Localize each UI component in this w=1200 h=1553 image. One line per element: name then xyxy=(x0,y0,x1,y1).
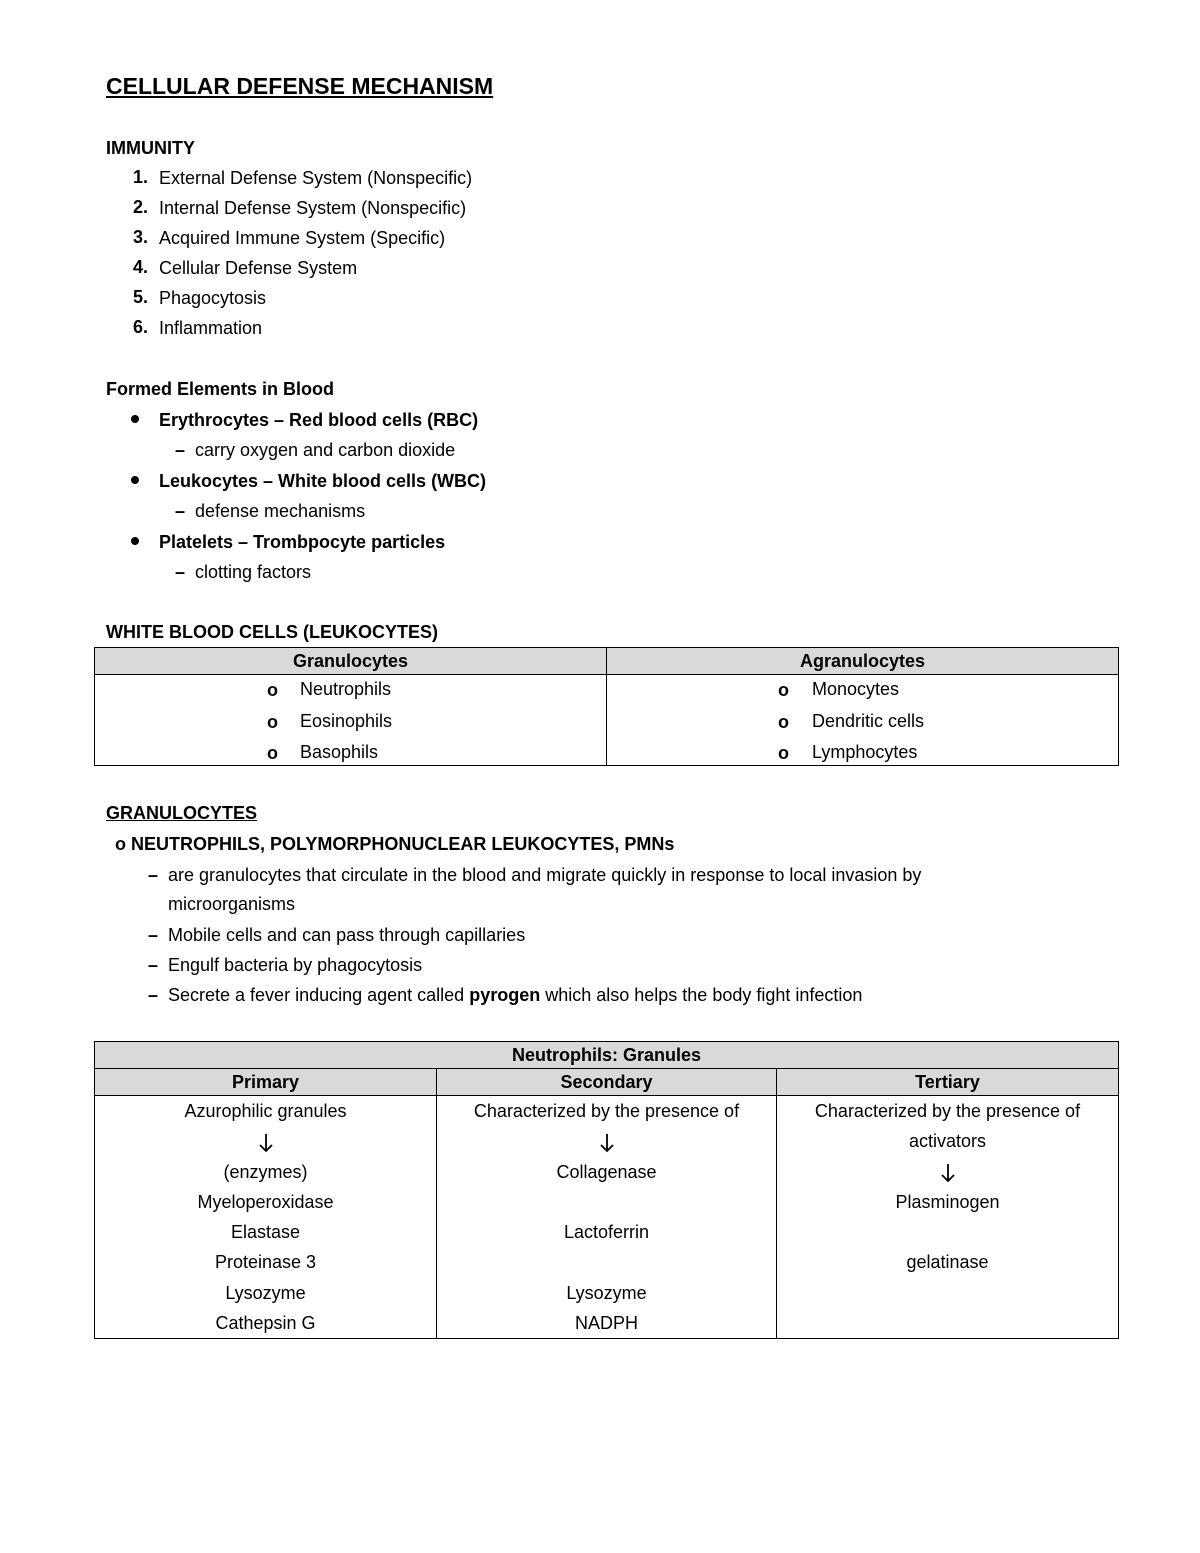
column-header-agranulocytes: Agranulocytes xyxy=(607,648,1119,675)
list-subitem: carry oxygen and carbon dioxide xyxy=(195,440,456,460)
list-item: Mobile cells and can pass through capillaries xyxy=(168,925,526,945)
empty-line xyxy=(777,1308,1118,1338)
cell-line: Collagenase xyxy=(556,1161,657,1182)
cell-line: Lactoferrin xyxy=(563,1222,650,1243)
list-subitem: clotting factors xyxy=(195,562,312,582)
agranulocytes-cell xyxy=(607,675,1119,766)
list-item: Monocytes xyxy=(812,679,900,699)
list-item: Internal Defense System (Nonspecific) xyxy=(159,198,467,218)
o-bullet-icon: o xyxy=(778,680,789,700)
list-item: Neutrophils xyxy=(300,679,392,699)
formed-elements-heading: Formed Elements in Blood xyxy=(106,379,335,399)
empty-line xyxy=(777,1217,1118,1247)
o-bullet-icon: o xyxy=(778,712,789,732)
cell-line: (enzymes) xyxy=(223,1161,308,1182)
bullet-icon xyxy=(131,415,139,423)
cell-line: Myeloperoxidase xyxy=(197,1191,334,1212)
cell-line: Lysozyme xyxy=(566,1282,647,1303)
text-run: which also helps the body fight infection xyxy=(540,985,863,1005)
list-number: 1. xyxy=(132,167,148,187)
column-header-primary: Primary xyxy=(95,1069,437,1096)
o-bullet-icon: o xyxy=(778,743,789,763)
list-item: External Defense System (Nonspecific) xyxy=(159,168,473,188)
list-subitem: defense mechanisms xyxy=(195,501,366,521)
list-item: Inflammation xyxy=(159,318,263,338)
dash-icon: – xyxy=(148,955,159,975)
list-number: 3. xyxy=(132,227,148,247)
empty-line xyxy=(777,1278,1118,1308)
cell-line: Plasminogen xyxy=(895,1191,1000,1212)
list-item: Dendritic cells xyxy=(812,711,925,731)
wbc-table xyxy=(94,647,1119,766)
list-item: Eosinophils xyxy=(300,711,393,731)
list-item: are granulocytes that circulate in the blood and migrate quickly in response to local invasion by xyxy=(168,865,922,885)
cell-line: Lysozyme xyxy=(225,1282,306,1303)
primary-cell xyxy=(95,1096,437,1339)
cell-line: Proteinase 3 xyxy=(214,1252,317,1273)
o-bullet-icon: o xyxy=(267,743,278,763)
dash-icon: – xyxy=(148,865,159,885)
list-number: 4. xyxy=(132,257,148,277)
granulocytes-cell xyxy=(95,675,607,766)
down-arrow-icon xyxy=(95,1126,436,1156)
list-number: 5. xyxy=(132,287,148,307)
list-item: Leukocytes – White blood cells (WBC) xyxy=(159,471,487,491)
o-bullet-icon: o xyxy=(267,712,278,732)
cell-line: Cathepsin G xyxy=(215,1313,316,1334)
list-item: Cellular Defense System xyxy=(159,258,358,278)
neutrophils-subheading: o NEUTROPHILS, POLYMORPHONUCLEAR LEUKOCYTES, PMNs xyxy=(115,834,675,854)
empty-line xyxy=(437,1247,776,1277)
down-arrow-icon xyxy=(437,1126,776,1156)
dash-icon: – xyxy=(148,925,159,945)
list-item: Phagocytosis xyxy=(159,288,267,308)
list-item: Acquired Immune System (Specific) xyxy=(159,228,446,248)
bold-term-pyrogen: pyrogen xyxy=(469,985,541,1005)
granulocytes-heading: GRANULOCYTES xyxy=(106,803,258,823)
tertiary-cell xyxy=(777,1096,1119,1339)
list-item xyxy=(168,984,862,1006)
list-number: 6. xyxy=(132,317,148,337)
cell-line: gelatinase xyxy=(906,1252,989,1273)
dash-icon: – xyxy=(148,985,159,1005)
cell-line: NADPH xyxy=(574,1313,638,1334)
down-arrow-icon xyxy=(777,1157,1118,1187)
column-header-secondary: Secondary xyxy=(437,1069,777,1096)
document-title: CELLULAR DEFENSE MECHANISM xyxy=(106,73,494,99)
cell-line: Elastase xyxy=(230,1222,301,1243)
list-item: Engulf bacteria by phagocytosis xyxy=(168,955,423,975)
empty-line xyxy=(437,1187,776,1217)
cell-line: activators xyxy=(908,1131,987,1152)
dash-icon: – xyxy=(175,501,186,521)
bullet-icon xyxy=(131,537,139,545)
list-number: 2. xyxy=(132,197,148,217)
cell-line: Azurophilic granules xyxy=(184,1101,347,1121)
cell-line: Characterized by the presence of xyxy=(473,1101,740,1121)
list-item: Basophils xyxy=(300,742,379,762)
list-item-continuation: microorganisms xyxy=(168,894,296,914)
column-header-granulocytes: Granulocytes xyxy=(95,648,607,675)
dash-icon: – xyxy=(175,562,186,582)
secondary-cell xyxy=(437,1096,777,1339)
o-bullet-icon: o xyxy=(267,680,278,700)
bullet-icon xyxy=(131,476,139,484)
cell-line: Characterized by the presence of xyxy=(814,1101,1081,1121)
text-run: Secrete a fever inducing agent called xyxy=(168,985,470,1005)
column-header-tertiary: Tertiary xyxy=(777,1069,1119,1096)
list-item: Platelets – Trombpocyte particles xyxy=(159,532,446,552)
dash-icon: – xyxy=(175,440,186,460)
immunity-heading: IMMUNITY xyxy=(106,138,195,158)
list-item: Erythrocytes – Red blood cells (RBC) xyxy=(159,410,479,430)
list-item: Lymphocytes xyxy=(812,742,918,762)
granules-table xyxy=(94,1041,1119,1339)
wbc-heading: WHITE BLOOD CELLS (LEUKOCYTES) xyxy=(106,622,438,642)
table-title: Neutrophils: Granules xyxy=(95,1042,1119,1069)
